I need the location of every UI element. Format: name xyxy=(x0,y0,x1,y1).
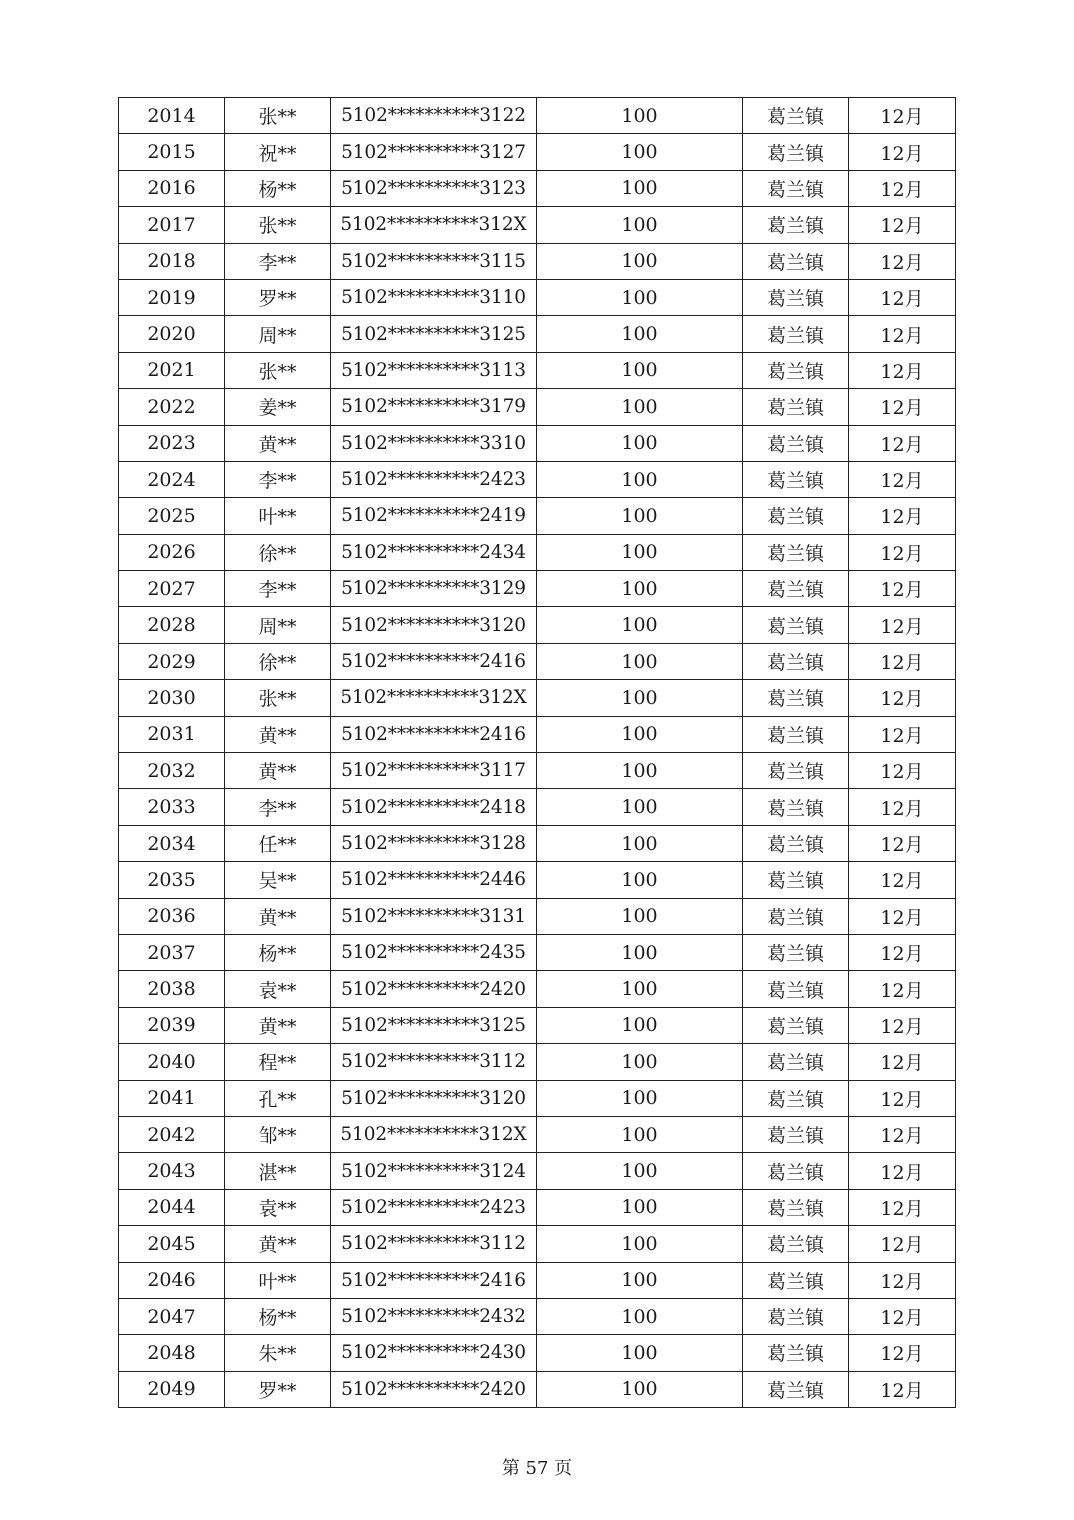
table-row xyxy=(119,534,956,570)
town-cell: 葛兰镇 xyxy=(743,862,849,898)
amount-cell: 100 xyxy=(537,1153,743,1189)
table-row xyxy=(119,680,956,716)
month-cell: 12月 xyxy=(849,1298,956,1334)
month-cell: 12月 xyxy=(849,1226,956,1262)
roster-table xyxy=(118,97,956,1408)
serial-number-cell: 2025 xyxy=(119,498,225,534)
amount-cell: 100 xyxy=(537,825,743,861)
table-row xyxy=(119,207,956,243)
amount-cell: 100 xyxy=(537,352,743,388)
month-cell: 12月 xyxy=(849,1335,956,1371)
serial-number-cell: 2030 xyxy=(119,680,225,716)
id-number-cell: 5102**********2430 xyxy=(331,1335,537,1371)
town-cell: 葛兰镇 xyxy=(743,571,849,607)
name-cell: 湛** xyxy=(225,1153,331,1189)
amount-cell: 100 xyxy=(537,643,743,679)
amount-cell: 100 xyxy=(537,862,743,898)
name-cell: 任** xyxy=(225,825,331,861)
name-cell: 黄** xyxy=(225,1007,331,1043)
serial-number-cell: 2024 xyxy=(119,461,225,497)
id-number-cell: 5102**********3125 xyxy=(331,1007,537,1043)
town-cell: 葛兰镇 xyxy=(743,1371,849,1407)
month-cell: 12月 xyxy=(849,643,956,679)
amount-cell: 100 xyxy=(537,680,743,716)
town-cell: 葛兰镇 xyxy=(743,207,849,243)
serial-number-cell: 2046 xyxy=(119,1262,225,1298)
table-row xyxy=(119,1262,956,1298)
name-cell: 黄** xyxy=(225,716,331,752)
amount-cell: 100 xyxy=(537,98,743,134)
table-row xyxy=(119,1371,956,1407)
id-number-cell: 5102**********2446 xyxy=(331,862,537,898)
month-cell: 12月 xyxy=(849,862,956,898)
name-cell: 张** xyxy=(225,680,331,716)
table-row xyxy=(119,461,956,497)
month-cell: 12月 xyxy=(849,461,956,497)
id-number-cell: 5102**********2423 xyxy=(331,461,537,497)
town-cell: 葛兰镇 xyxy=(743,716,849,752)
table-row xyxy=(119,825,956,861)
town-cell: 葛兰镇 xyxy=(743,680,849,716)
id-number-cell: 5102**********3112 xyxy=(331,1044,537,1080)
serial-number-cell: 2033 xyxy=(119,789,225,825)
month-cell: 12月 xyxy=(849,1116,956,1152)
month-cell: 12月 xyxy=(849,425,956,461)
town-cell: 葛兰镇 xyxy=(743,643,849,679)
table-row xyxy=(119,498,956,534)
serial-number-cell: 2022 xyxy=(119,389,225,425)
serial-number-cell: 2029 xyxy=(119,643,225,679)
table-row xyxy=(119,971,956,1007)
town-cell: 葛兰镇 xyxy=(743,425,849,461)
name-cell: 张** xyxy=(225,352,331,388)
id-number-cell: 5102**********2420 xyxy=(331,971,537,1007)
name-cell: 吴** xyxy=(225,862,331,898)
id-number-cell: 5102**********2419 xyxy=(331,498,537,534)
id-number-cell: 5102**********3179 xyxy=(331,389,537,425)
amount-cell: 100 xyxy=(537,1226,743,1262)
name-cell: 李** xyxy=(225,461,331,497)
id-number-cell: 5102**********2418 xyxy=(331,789,537,825)
serial-number-cell: 2035 xyxy=(119,862,225,898)
town-cell: 葛兰镇 xyxy=(743,825,849,861)
serial-number-cell: 2038 xyxy=(119,971,225,1007)
amount-cell: 100 xyxy=(537,1298,743,1334)
amount-cell: 100 xyxy=(537,316,743,352)
amount-cell: 100 xyxy=(537,1007,743,1043)
month-cell: 12月 xyxy=(849,753,956,789)
town-cell: 葛兰镇 xyxy=(743,1298,849,1334)
name-cell: 周** xyxy=(225,607,331,643)
serial-number-cell: 2017 xyxy=(119,207,225,243)
name-cell: 叶** xyxy=(225,1262,331,1298)
name-cell: 祝** xyxy=(225,134,331,170)
serial-number-cell: 2027 xyxy=(119,571,225,607)
id-number-cell: 5102**********3125 xyxy=(331,316,537,352)
name-cell: 杨** xyxy=(225,1298,331,1334)
amount-cell: 100 xyxy=(537,789,743,825)
town-cell: 葛兰镇 xyxy=(743,898,849,934)
table-row xyxy=(119,98,956,134)
id-number-cell: 5102**********3127 xyxy=(331,134,537,170)
table-row xyxy=(119,789,956,825)
roster-body xyxy=(119,98,956,1408)
month-cell: 12月 xyxy=(849,1262,956,1298)
serial-number-cell: 2039 xyxy=(119,1007,225,1043)
id-number-cell: 5102**********3115 xyxy=(331,243,537,279)
id-number-cell: 5102**********2420 xyxy=(331,1371,537,1407)
table-row xyxy=(119,1189,956,1225)
month-cell: 12月 xyxy=(849,971,956,1007)
table-row xyxy=(119,571,956,607)
name-cell: 张** xyxy=(225,98,331,134)
amount-cell: 100 xyxy=(537,571,743,607)
id-number-cell: 5102**********2423 xyxy=(331,1189,537,1225)
name-cell: 朱** xyxy=(225,1335,331,1371)
serial-number-cell: 2043 xyxy=(119,1153,225,1189)
id-number-cell: 5102**********3131 xyxy=(331,898,537,934)
town-cell: 葛兰镇 xyxy=(743,934,849,970)
id-number-cell: 5102**********3112 xyxy=(331,1226,537,1262)
amount-cell: 100 xyxy=(537,1189,743,1225)
table-row xyxy=(119,389,956,425)
amount-cell: 100 xyxy=(537,607,743,643)
town-cell: 葛兰镇 xyxy=(743,1189,849,1225)
id-number-cell: 5102**********2435 xyxy=(331,934,537,970)
town-cell: 葛兰镇 xyxy=(743,352,849,388)
town-cell: 葛兰镇 xyxy=(743,98,849,134)
amount-cell: 100 xyxy=(537,243,743,279)
name-cell: 袁** xyxy=(225,971,331,1007)
serial-number-cell: 2044 xyxy=(119,1189,225,1225)
town-cell: 葛兰镇 xyxy=(743,1007,849,1043)
amount-cell: 100 xyxy=(537,1335,743,1371)
town-cell: 葛兰镇 xyxy=(743,316,849,352)
serial-number-cell: 2023 xyxy=(119,425,225,461)
month-cell: 12月 xyxy=(849,134,956,170)
serial-number-cell: 2028 xyxy=(119,607,225,643)
serial-number-cell: 2047 xyxy=(119,1298,225,1334)
month-cell: 12月 xyxy=(849,1153,956,1189)
month-cell: 12月 xyxy=(849,825,956,861)
town-cell: 葛兰镇 xyxy=(743,1262,849,1298)
table-row xyxy=(119,1007,956,1043)
serial-number-cell: 2049 xyxy=(119,1371,225,1407)
amount-cell: 100 xyxy=(537,207,743,243)
amount-cell: 100 xyxy=(537,461,743,497)
month-cell: 12月 xyxy=(849,170,956,206)
id-number-cell: 5102**********3120 xyxy=(331,607,537,643)
amount-cell: 100 xyxy=(537,1371,743,1407)
name-cell: 程** xyxy=(225,1044,331,1080)
table-row xyxy=(119,352,956,388)
month-cell: 12月 xyxy=(849,716,956,752)
id-number-cell: 5102**********2416 xyxy=(331,643,537,679)
serial-number-cell: 2016 xyxy=(119,170,225,206)
town-cell: 葛兰镇 xyxy=(743,389,849,425)
month-cell: 12月 xyxy=(849,1371,956,1407)
amount-cell: 100 xyxy=(537,498,743,534)
town-cell: 葛兰镇 xyxy=(743,971,849,1007)
serial-number-cell: 2018 xyxy=(119,243,225,279)
month-cell: 12月 xyxy=(849,98,956,134)
month-cell: 12月 xyxy=(849,243,956,279)
name-cell: 黄** xyxy=(225,753,331,789)
month-cell: 12月 xyxy=(849,680,956,716)
town-cell: 葛兰镇 xyxy=(743,1044,849,1080)
name-cell: 李** xyxy=(225,243,331,279)
table-row xyxy=(119,862,956,898)
amount-cell: 100 xyxy=(537,279,743,315)
name-cell: 邹** xyxy=(225,1116,331,1152)
table-row xyxy=(119,1044,956,1080)
id-number-cell: 5102**********3122 xyxy=(331,98,537,134)
serial-number-cell: 2048 xyxy=(119,1335,225,1371)
town-cell: 葛兰镇 xyxy=(743,170,849,206)
table-row xyxy=(119,934,956,970)
town-cell: 葛兰镇 xyxy=(743,1116,849,1152)
town-cell: 葛兰镇 xyxy=(743,279,849,315)
amount-cell: 100 xyxy=(537,753,743,789)
month-cell: 12月 xyxy=(849,607,956,643)
amount-cell: 100 xyxy=(537,1262,743,1298)
name-cell: 罗** xyxy=(225,1371,331,1407)
amount-cell: 100 xyxy=(537,716,743,752)
table-row xyxy=(119,1153,956,1189)
table-row xyxy=(119,1298,956,1334)
month-cell: 12月 xyxy=(849,316,956,352)
table-row xyxy=(119,716,956,752)
table-row xyxy=(119,1335,956,1371)
town-cell: 葛兰镇 xyxy=(743,607,849,643)
name-cell: 杨** xyxy=(225,170,331,206)
town-cell: 葛兰镇 xyxy=(743,789,849,825)
town-cell: 葛兰镇 xyxy=(743,461,849,497)
serial-number-cell: 2019 xyxy=(119,279,225,315)
name-cell: 孔** xyxy=(225,1080,331,1116)
name-cell: 张** xyxy=(225,207,331,243)
month-cell: 12月 xyxy=(849,1007,956,1043)
town-cell: 葛兰镇 xyxy=(743,134,849,170)
amount-cell: 100 xyxy=(537,389,743,425)
amount-cell: 100 xyxy=(537,425,743,461)
name-cell: 袁** xyxy=(225,1189,331,1225)
month-cell: 12月 xyxy=(849,898,956,934)
name-cell: 李** xyxy=(225,571,331,607)
table-row xyxy=(119,607,956,643)
page-number: 第 57 页 xyxy=(501,1458,573,1479)
month-cell: 12月 xyxy=(849,1044,956,1080)
name-cell: 罗** xyxy=(225,279,331,315)
month-cell: 12月 xyxy=(849,498,956,534)
serial-number-cell: 2041 xyxy=(119,1080,225,1116)
amount-cell: 100 xyxy=(537,134,743,170)
name-cell: 黄** xyxy=(225,1226,331,1262)
serial-number-cell: 2037 xyxy=(119,934,225,970)
table-row xyxy=(119,170,956,206)
month-cell: 12月 xyxy=(849,352,956,388)
id-number-cell: 5102**********312X xyxy=(331,1116,537,1152)
amount-cell: 100 xyxy=(537,1116,743,1152)
id-number-cell: 5102**********2432 xyxy=(331,1298,537,1334)
amount-cell: 100 xyxy=(537,934,743,970)
name-cell: 姜** xyxy=(225,389,331,425)
name-cell: 叶** xyxy=(225,498,331,534)
amount-cell: 100 xyxy=(537,898,743,934)
serial-number-cell: 2045 xyxy=(119,1226,225,1262)
name-cell: 黄** xyxy=(225,425,331,461)
name-cell: 周** xyxy=(225,316,331,352)
table-row xyxy=(119,898,956,934)
serial-number-cell: 2034 xyxy=(119,825,225,861)
town-cell: 葛兰镇 xyxy=(743,1080,849,1116)
month-cell: 12月 xyxy=(849,534,956,570)
town-cell: 葛兰镇 xyxy=(743,1335,849,1371)
serial-number-cell: 2014 xyxy=(119,98,225,134)
town-cell: 葛兰镇 xyxy=(743,753,849,789)
id-number-cell: 5102**********2434 xyxy=(331,534,537,570)
table-row xyxy=(119,243,956,279)
id-number-cell: 5102**********3123 xyxy=(331,170,537,206)
serial-number-cell: 2032 xyxy=(119,753,225,789)
serial-number-cell: 2042 xyxy=(119,1116,225,1152)
month-cell: 12月 xyxy=(849,1080,956,1116)
town-cell: 葛兰镇 xyxy=(743,534,849,570)
table-row xyxy=(119,1226,956,1262)
month-cell: 12月 xyxy=(849,571,956,607)
id-number-cell: 5102**********3128 xyxy=(331,825,537,861)
id-number-cell: 5102**********3124 xyxy=(331,1153,537,1189)
id-number-cell: 5102**********2416 xyxy=(331,1262,537,1298)
id-number-cell: 5102**********312X xyxy=(331,207,537,243)
town-cell: 葛兰镇 xyxy=(743,1226,849,1262)
table-row xyxy=(119,643,956,679)
name-cell: 李** xyxy=(225,789,331,825)
id-number-cell: 5102**********3129 xyxy=(331,571,537,607)
serial-number-cell: 2031 xyxy=(119,716,225,752)
id-number-cell: 5102**********312X xyxy=(331,680,537,716)
serial-number-cell: 2026 xyxy=(119,534,225,570)
table-row xyxy=(119,279,956,315)
id-number-cell: 5102**********2416 xyxy=(331,716,537,752)
amount-cell: 100 xyxy=(537,1044,743,1080)
amount-cell: 100 xyxy=(537,534,743,570)
name-cell: 黄** xyxy=(225,898,331,934)
month-cell: 12月 xyxy=(849,1189,956,1225)
serial-number-cell: 2021 xyxy=(119,352,225,388)
table-row xyxy=(119,134,956,170)
month-cell: 12月 xyxy=(849,934,956,970)
serial-number-cell: 2036 xyxy=(119,898,225,934)
month-cell: 12月 xyxy=(849,279,956,315)
month-cell: 12月 xyxy=(849,389,956,425)
town-cell: 葛兰镇 xyxy=(743,243,849,279)
town-cell: 葛兰镇 xyxy=(743,498,849,534)
table-row xyxy=(119,753,956,789)
table-row xyxy=(119,1080,956,1116)
name-cell: 徐** xyxy=(225,534,331,570)
id-number-cell: 5102**********3120 xyxy=(331,1080,537,1116)
name-cell: 杨** xyxy=(225,934,331,970)
serial-number-cell: 2040 xyxy=(119,1044,225,1080)
table-row xyxy=(119,1116,956,1152)
serial-number-cell: 2020 xyxy=(119,316,225,352)
table-row xyxy=(119,316,956,352)
table-row xyxy=(119,425,956,461)
amount-cell: 100 xyxy=(537,971,743,1007)
subsidy-roster xyxy=(118,97,955,1408)
month-cell: 12月 xyxy=(849,207,956,243)
id-number-cell: 5102**********3110 xyxy=(331,279,537,315)
serial-number-cell: 2015 xyxy=(119,134,225,170)
id-number-cell: 5102**********3113 xyxy=(331,352,537,388)
month-cell: 12月 xyxy=(849,789,956,825)
id-number-cell: 5102**********3310 xyxy=(331,425,537,461)
id-number-cell: 5102**********3117 xyxy=(331,753,537,789)
town-cell: 葛兰镇 xyxy=(743,1153,849,1189)
name-cell: 徐** xyxy=(225,643,331,679)
amount-cell: 100 xyxy=(537,1080,743,1116)
amount-cell: 100 xyxy=(537,170,743,206)
